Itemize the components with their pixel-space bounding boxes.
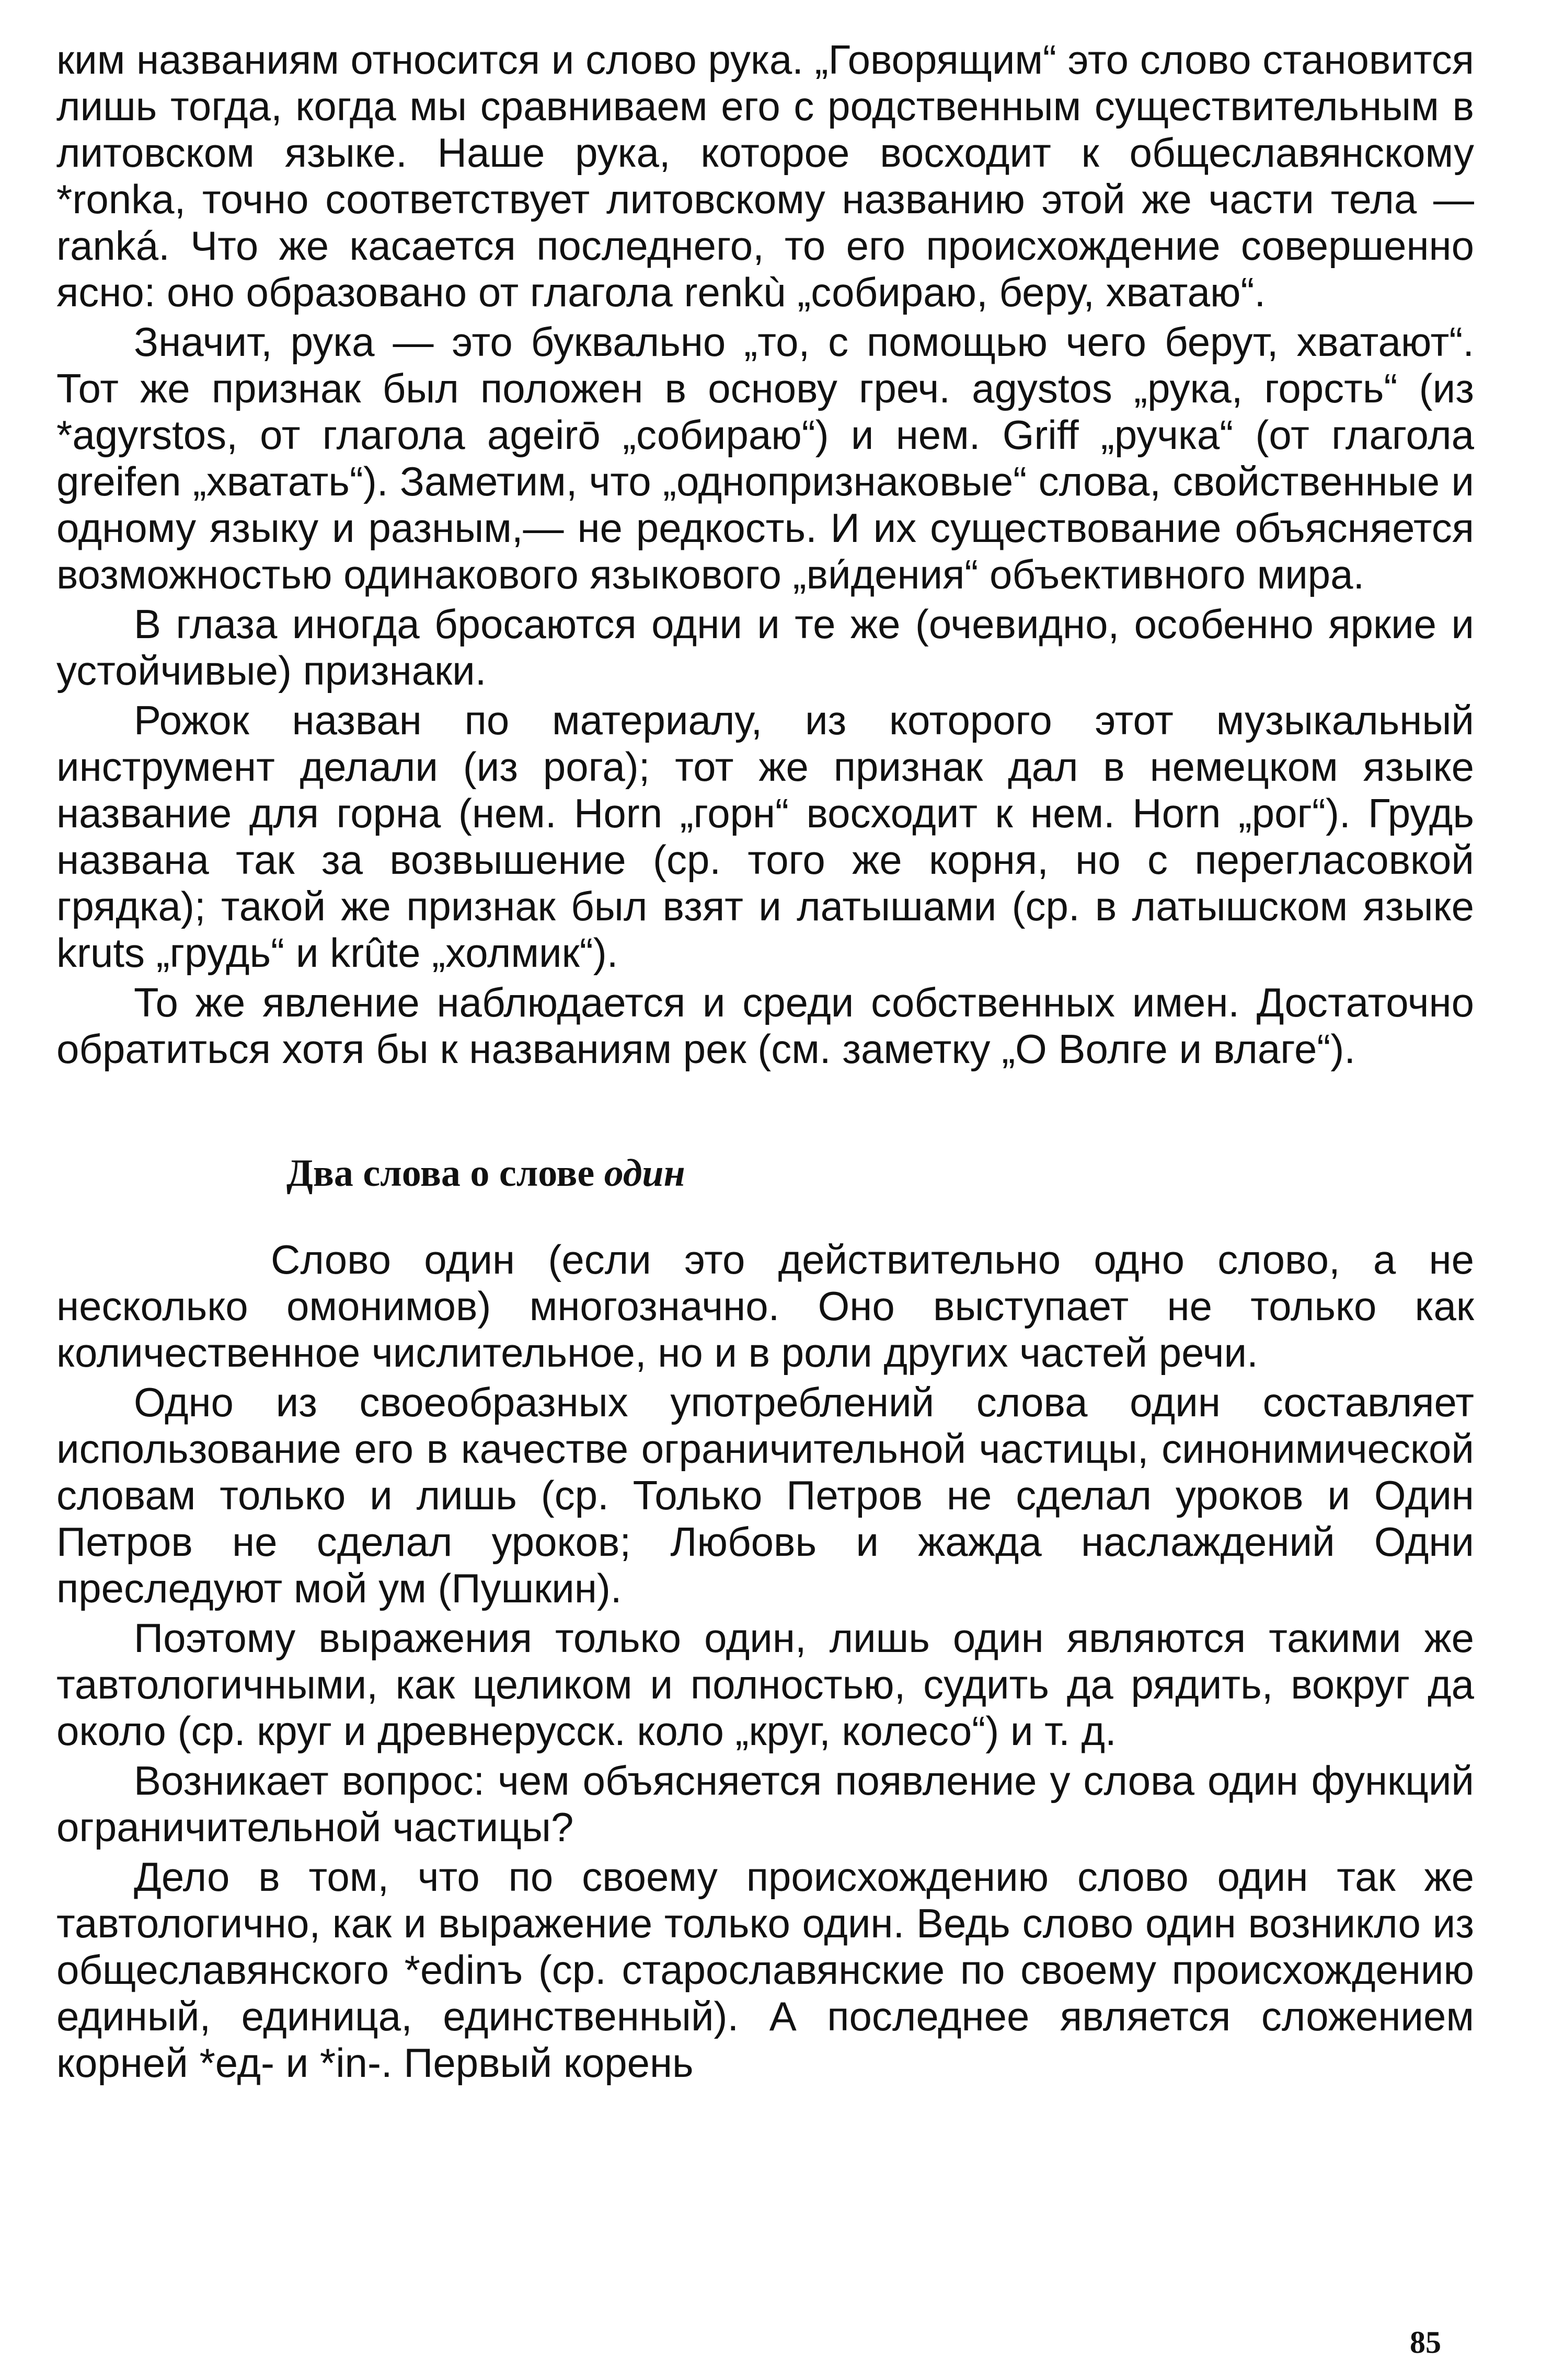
page-number: 85 [1410,2325,1441,2360]
section-heading-text: Два слова о слове [286,1152,604,1195]
section-heading [286,1150,1474,1197]
body-paragraph: Рожок назван по материалу, из которого этот музыкальный инструмент делали (из рога); тот же признак дал в немецком языке название для горна (нем. Horn „горн“ восходит к нем. Horn „рог“). Грудь названа так за возвышение (ср. того же корня, но с перегласовкой грядка); такой же признак был взят и латышами (ср. в латышском языке kruts „грудь“ и krûte „холмик“). [56,697,1474,976]
book-page [56,37,1474,2089]
body-paragraph: В глаза иногда бросаются одни и те же (очевидно, особенно яркие и устойчивые) признаки. [56,601,1474,694]
body-paragraph: То же явление наблюдается и среди собственных имен. Достаточно обратиться хотя бы к названиям рек (см. заметку „О Волге и влаге“). [56,979,1474,1072]
body-paragraph: Одно из своеобразных употреблений слова один составляет использование его в качестве ограничительной частицы, синонимической словам только и лишь (ср. Только Петров не сделал уроков и Один Петров не сделал уроков; Любовь и жажда наслаждений Одни преследуют мой ум (Пушкин). [56,1379,1474,1611]
body-paragraph: Возникает вопрос: чем объясняется появление у слова один функций ограничительной частицы? [56,1758,1474,1850]
body-paragraph: ким названиям относится и слово рука. „Говорящим“ это слово становится лишь тогда, когда мы сравниваем его с родственным существительным в литовском языке. Наше рука, которое восходит к общеславянскому *ronka, точно соответствует литовскому названию этой же части тела — ranká. Что же касается последнего, то его происхождение совершенно ясно: оно образовано от глагола renkù „собираю, беру, хватаю“. [56,37,1474,315]
section-heading-italic-word: один [604,1152,685,1195]
body-paragraph: Слово один (если это действительно одно слово, а не несколько омонимов) многозначно. Оно выступает не только как количественное числительное, но и в роли других частей речи. [56,1237,1474,1376]
body-paragraph: Значит, рука — это буквально „то, с помощью чего берут, хватают“. Тот же признак был положен в основу греч. agystos „рука, горсть“ (из *agyrstos, от глагола ageirō „собираю“) и нем. Griff „ручка“ (от глагола greifen „хватать“). Заметим, что „однопризнаковые“ слова, свойственные и одному языку и разным,— не редкость. И их существование объясняется возможностью одинакового языкового „ви́дения“ объективного мира. [56,319,1474,597]
body-paragraph: Дело в том, что по своему происхождению слово один так же тавтологично, как и выражение только один. Ведь слово один возникло из общеславянского *edinъ (ср. старославянские по своему происхождению единый, единица, единственный). А последнее является сложением корней *ед- и *in-. Первый корень [56,1854,1474,2086]
body-paragraph: Поэтому выражения только один, лишь один являются такими же тавтологичными, как целиком и полностью, судить да рядить, вокруг да около (ср. круг и древнерусск. коло „круг, колесо“) и т. д. [56,1615,1474,1754]
